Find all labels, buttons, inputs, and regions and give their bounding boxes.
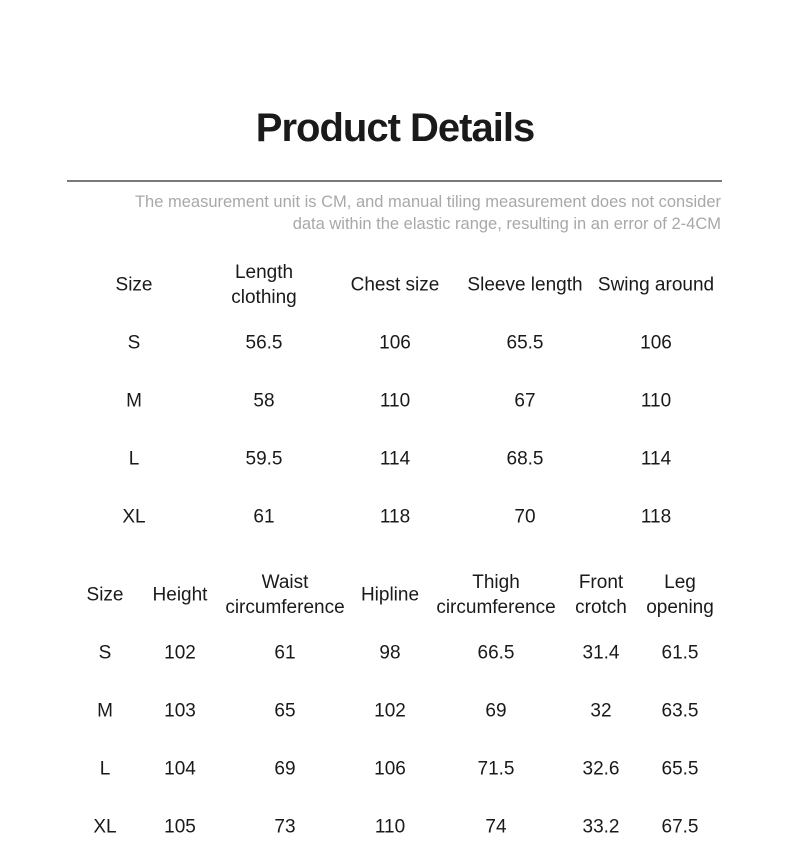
table-cell: 65: [274, 700, 296, 722]
column-header: Thigh circumference: [436, 572, 556, 618]
table-cell: 71.5: [477, 758, 515, 780]
size-label-cell: S: [127, 332, 141, 354]
table-cell: 106: [640, 332, 672, 354]
table-cell: 114: [640, 448, 672, 470]
table-cell: 103: [164, 700, 196, 722]
table-cell: 65.5: [506, 332, 544, 354]
table-cell: 102: [164, 642, 196, 664]
table-cell: 73: [274, 816, 296, 838]
column-header: Waist circumference: [225, 572, 345, 618]
table-cell: 68.5: [506, 448, 544, 470]
table-cell: 67: [514, 390, 536, 412]
table-cell: 61.5: [661, 642, 699, 664]
column-header: Length clothing: [231, 262, 297, 308]
table-cell: 110: [640, 390, 672, 412]
page-title: Product Details: [255, 106, 535, 150]
table-cell: 98: [379, 642, 401, 664]
column-header: Front crotch: [575, 572, 627, 618]
table-cell: 105: [164, 816, 196, 838]
table-cell: 118: [640, 506, 672, 528]
size-label-cell: M: [126, 390, 142, 412]
size-label-cell: S: [98, 642, 112, 664]
table-cell: 106: [379, 332, 411, 354]
table-cell: 114: [379, 448, 411, 470]
table-cell: 32.6: [582, 758, 620, 780]
size-label-cell: L: [99, 758, 111, 780]
size-label-cell: XL: [122, 506, 146, 528]
table-cell: 61: [253, 506, 275, 528]
column-header: Size: [86, 584, 124, 606]
table-cell: 74: [485, 816, 507, 838]
column-header: Size: [115, 274, 153, 296]
table-cell: 110: [374, 816, 406, 838]
table-cell: 59.5: [245, 448, 283, 470]
table-cell: 67.5: [661, 816, 699, 838]
table-cell: 32: [590, 700, 612, 722]
table-cell: 106: [374, 758, 406, 780]
column-header: Sleeve length: [467, 274, 583, 296]
table-cell: 104: [164, 758, 196, 780]
measurement-note: The measurement unit is CM, and manual tiling measurement does not consider data within the elastic range, resulting in an error of 2-4CM: [134, 193, 721, 233]
table-cell: 70: [514, 506, 536, 528]
table-cell: 118: [379, 506, 411, 528]
table-cell: 66.5: [477, 642, 515, 664]
table-cell: 69: [485, 700, 507, 722]
column-header: Chest size: [350, 274, 440, 296]
table-cell: 69: [274, 758, 296, 780]
table-cell: 31.4: [582, 642, 620, 664]
column-header: Swing around: [597, 274, 715, 296]
table-cell: 102: [374, 700, 406, 722]
column-header: Height: [152, 584, 208, 606]
table-cell: 56.5: [245, 332, 283, 354]
table-cell: 110: [379, 390, 411, 412]
size-label-cell: XL: [93, 816, 117, 838]
table-cell: 61: [274, 642, 296, 664]
column-header: Leg opening: [646, 572, 714, 618]
size-label-cell: L: [128, 448, 140, 470]
table-cell: 63.5: [661, 700, 699, 722]
title-divider: [67, 180, 722, 182]
size-label-cell: M: [97, 700, 113, 722]
column-header: Hipline: [360, 584, 420, 606]
table-cell: 65.5: [661, 758, 699, 780]
table-cell: 33.2: [582, 816, 620, 838]
table-cell: 58: [253, 390, 275, 412]
